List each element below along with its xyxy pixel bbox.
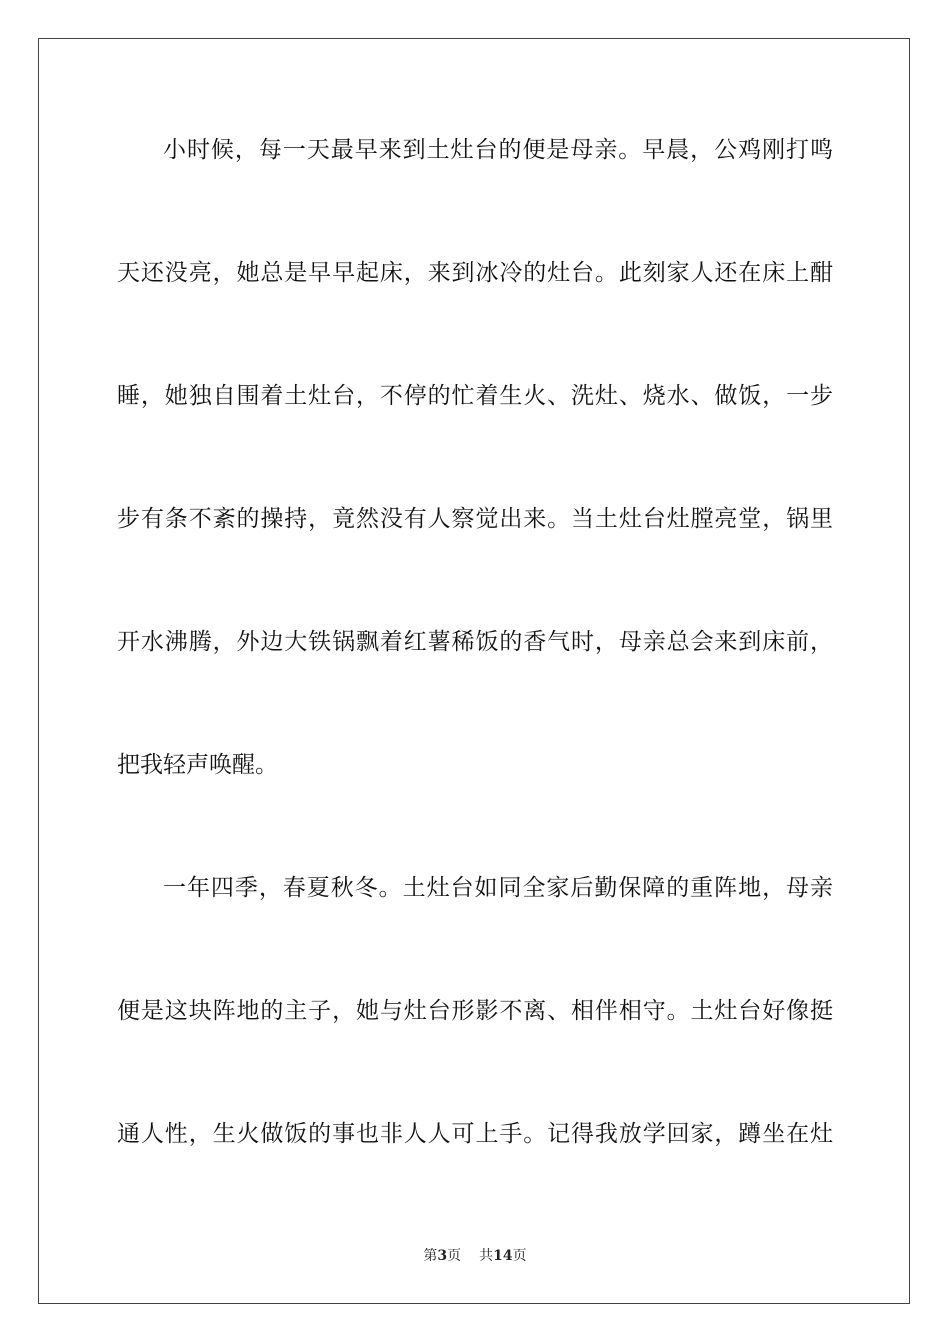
page-border (38, 38, 910, 1304)
total-suffix: 页 (512, 1248, 527, 1264)
page-suffix: 页 (447, 1248, 462, 1264)
total-pages: 14 (493, 1248, 513, 1264)
paragraph-1-line-2: 天还没亮，她总是早早起床，来到冰冷的灶台。此刻家人还在床上酣 (117, 260, 833, 286)
total-prefix: 共 (479, 1248, 494, 1264)
paragraph-1-line-3: 睡，她独自围着土灶台，不停的忙着生火、洗灶、烧水、做饭，一步 (117, 383, 833, 409)
paragraph-1-line-6: 把我轻声唤醒。 (117, 752, 278, 778)
page-prefix: 第 (423, 1248, 438, 1264)
page-footer (0, 1247, 950, 1265)
paragraph-2-line-2: 便是这块阵地的主子，她与灶台形影不离、相伴相守。土灶台好像挺 (117, 998, 833, 1024)
paragraph-2-line-3: 通人性，生火做饭的事也非人人可上手。记得我放学回家，蹲坐在灶 (117, 1121, 833, 1147)
paragraph-1-line-1: 小时候，每一天最早来到土灶台的便是母亲。早晨，公鸡刚打鸣 (163, 137, 833, 163)
page-number: 3 (437, 1248, 448, 1264)
paragraph-2-line-1: 一年四季，春夏秋冬。土灶台如同全家后勤保障的重阵地，母亲 (163, 875, 833, 901)
paragraph-1-line-4: 步有条不紊的操持，竟然没有人察觉出来。当土灶台灶膛亮堂，锅里 (117, 506, 833, 532)
paragraph-1-line-5: 开水沸腾，外边大铁锅飘着红薯稀饭的香气时，母亲总会来到床前， (117, 629, 833, 655)
